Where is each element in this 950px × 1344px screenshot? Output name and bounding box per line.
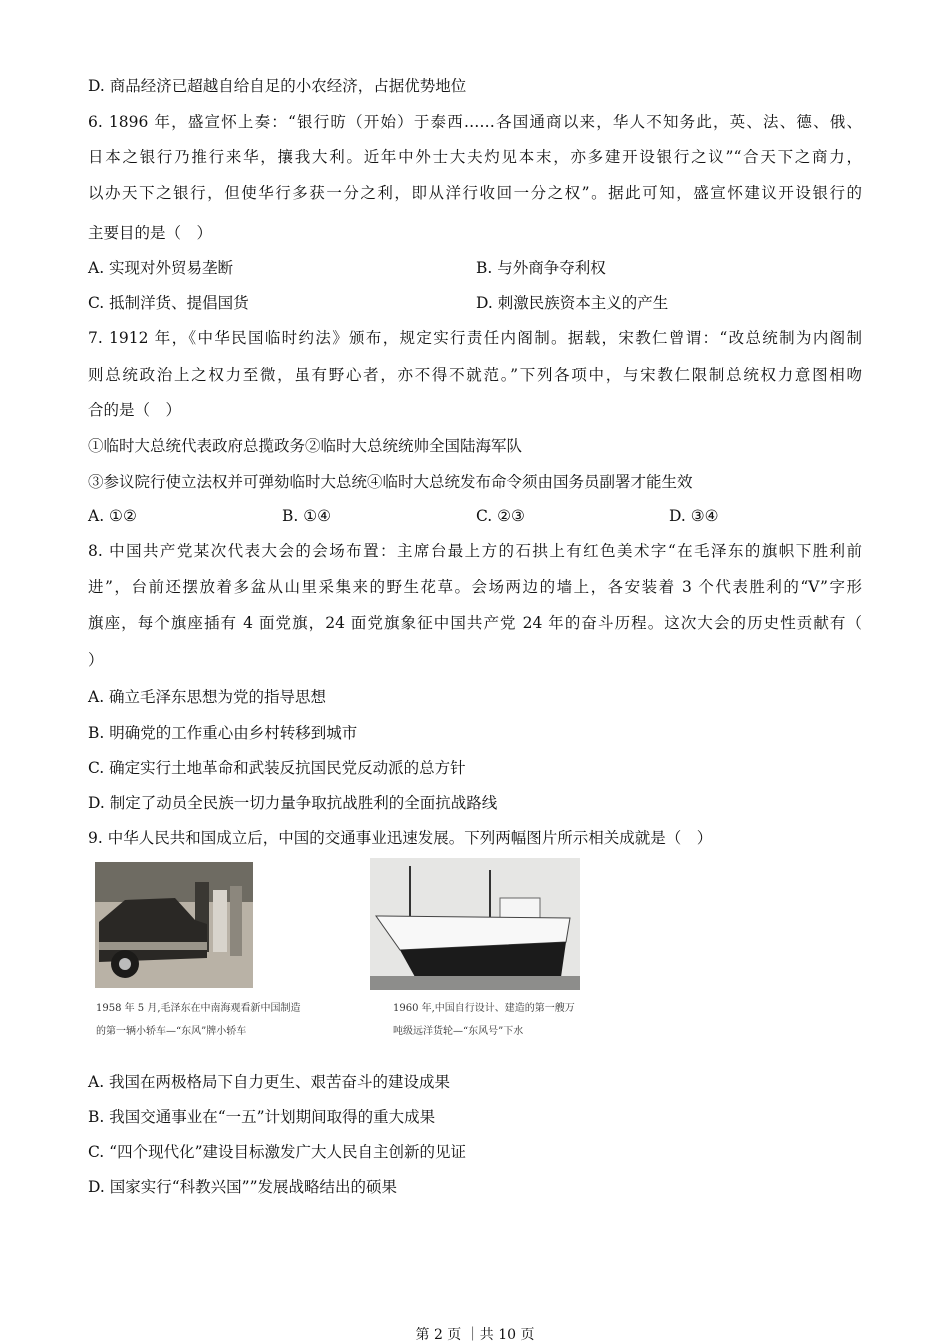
q7-option-c: C. ②③ <box>476 507 525 525</box>
q8-stem-line: ） <box>88 651 104 669</box>
q8-option-d: D. 制定了动员全民族一切力量争取抗战胜利的全面抗战路线 <box>88 794 498 812</box>
q8-stem-line: 进”，台前还摆放着多盆从山里采集来的野生花草。会场两边的墙上，各安装着 3 个代表胜利的“V”字形 <box>88 578 862 596</box>
q9-option-b: B. 我国交通事业在“一五”计划期间取得的重大成果 <box>88 1108 436 1126</box>
car-caption-line: 的第一辆小轿车—“东风”牌小轿车 <box>96 1026 247 1037</box>
q6-option-d: D. 刺激民族资本主义的产生 <box>476 294 669 312</box>
q8-option-b: B. 明确党的工作重心由乡村转移到城市 <box>88 724 358 742</box>
ship-caption-line: 1960 年,中国自行设计、建造的第一艘万 <box>393 1003 575 1014</box>
q6-option-a: A. 实现对外贸易垄断 <box>88 259 234 277</box>
q7-stem-line: 7. 1912 年，《中华民国临时约法》颁布，规定实行责任内阁制。据载，宋教仁曾谓：“改总统制为内阁制 <box>88 329 862 347</box>
ship-photo <box>370 858 580 990</box>
q8-stem-line: 8. 中国共产党某次代表大会的会场布置：主席台最上方的石拱上有红色美术字“在毛泽东的旗帜下胜利前 <box>88 542 862 560</box>
q8-stem-line: 旗座，每个旗座插有 4 面党旗，24 面党旗象征中国共产党 24 年的奋斗历程。这次大会的历史性贡献有（ <box>88 614 862 632</box>
q8-option-c: C. 确定实行土地革命和武装反抗国民党反动派的总方针 <box>88 759 466 777</box>
ship-caption-line: 吨级远洋货轮—“东风号”下水 <box>393 1026 524 1037</box>
q9-stem: 9. 中华人民共和国成立后，中国的交通事业迅速发展。下列两幅图片所示相关成就是（ ） <box>88 829 713 847</box>
car-caption-line: 1958 年 5 月,毛泽东在中南海观看新中国制造 <box>96 1003 301 1014</box>
page-footer: 第 2 页 ｜共 10 页 <box>415 1327 535 1343</box>
car-photo <box>95 862 253 988</box>
q7-stem-line: 则总统政治上之权力至微，虽有野心者，亦不得不就范。”下列各项中，与宋教仁限制总统权力意图相吻 <box>88 366 862 384</box>
q7-stem-line: 合的是（ ） <box>88 401 182 419</box>
q6-option-c: C. 抵制洋货、提倡国货 <box>88 294 249 312</box>
q7-option-d: D. ③④ <box>669 507 719 525</box>
q6-stem-line: 主要目的是（ ） <box>88 224 213 242</box>
q6-option-b: B. 与外商争夺利权 <box>476 259 606 277</box>
q7-statement-line: ③参议院行使立法权并可弹劾临时大总统④临时大总统发布命令须由国务员副署才能生效 <box>88 473 693 491</box>
q9-option-a: A. 我国在两极格局下自力更生、艰苦奋斗的建设成果 <box>88 1073 451 1091</box>
q9-option-d: D. 国家实行“科教兴国””发展战略结出的硕果 <box>88 1178 398 1196</box>
q6-stem-line: 日本之银行乃推行来华，攘我大利。近年中外士大夫灼见本末，亦多建开设银行之议”“合天下之商力， <box>88 148 862 166</box>
q6-stem-line: 6. 1896 年，盛宣怀上奏：“银行昉（开始）于泰西……各国通商以来，华人不知务此，英、法、德、俄、 <box>88 113 862 131</box>
q9-option-c: C. “四个现代化”建设目标激发广大人民自主创新的见证 <box>88 1143 467 1161</box>
q6-stem-line: 以办天下之银行，但使华行多获一分之利，即从洋行收回一分之权”。据此可知，盛宣怀建议开设银行的 <box>88 184 862 202</box>
q7-statement-line: ①临时大总统代表政府总揽政务②临时大总统统帅全国陆海军队 <box>88 437 523 455</box>
q7-option-b: B. ①④ <box>282 507 332 525</box>
q8-option-a: A. 确立毛泽东思想为党的指导思想 <box>88 688 327 706</box>
q7-option-a: A. ①② <box>88 507 137 525</box>
q5-option-d: D. 商品经济已超越自给自足的小农经济，占据优势地位 <box>88 77 467 95</box>
